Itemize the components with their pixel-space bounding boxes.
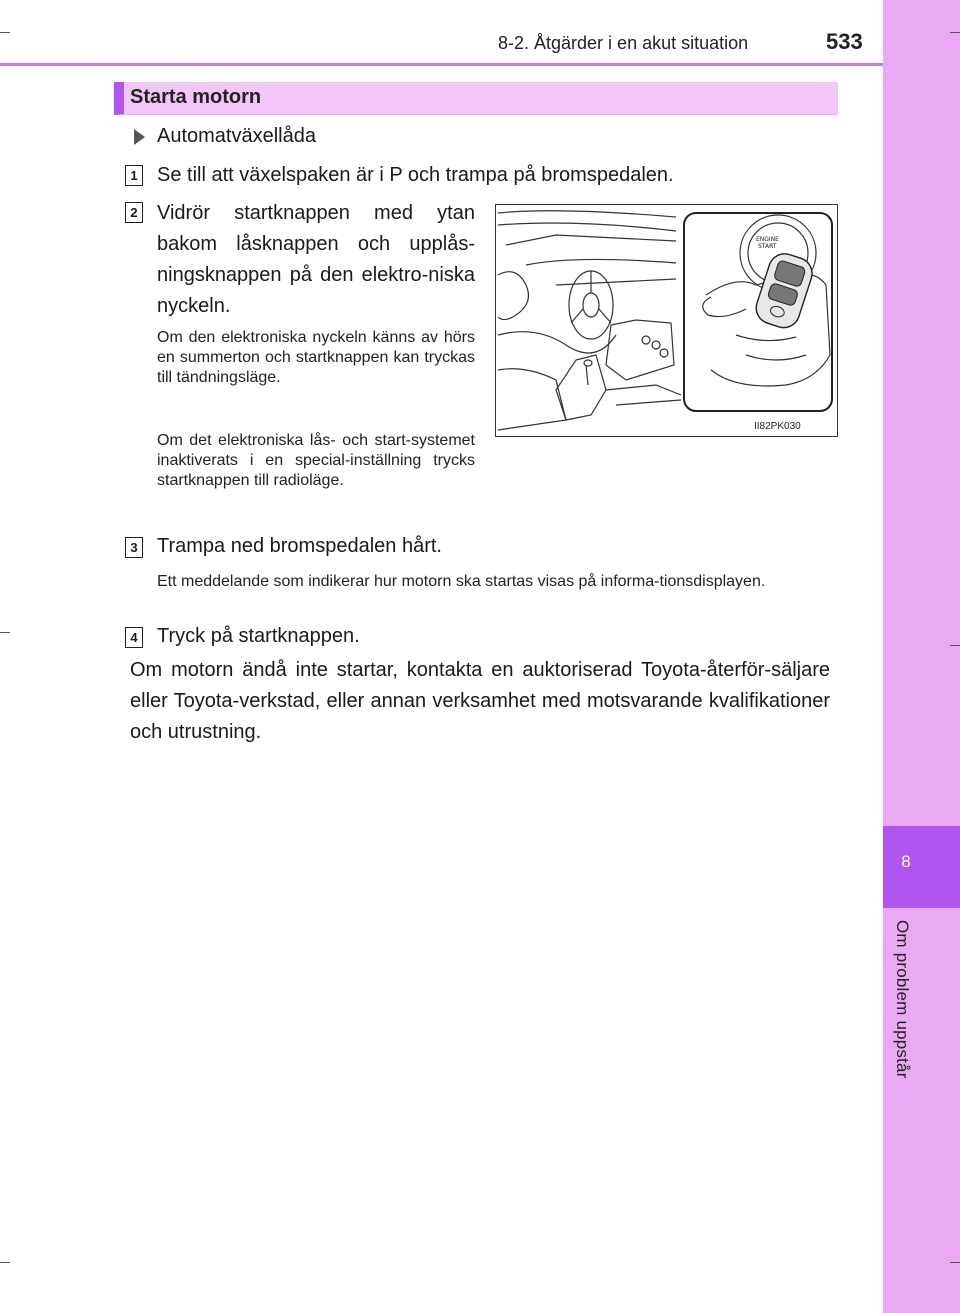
- subheading: Automatväxellåda: [157, 125, 316, 147]
- closing-paragraph: Om motorn ändå inte startar, kontakta en auktoriserad Toyota-återför-säljare eller Toyota-verkstad, eller annan verksamhet med motsvarande kvalifikationer och utrustning.: [130, 659, 830, 743]
- step-2-text: Vidrör startknappen med ytan bakom låsknappen och upplås-ningsknappen på den elektro-niska nyckeln.: [157, 202, 475, 317]
- chapter-title: Om problem uppstår: [893, 920, 912, 1079]
- step-number-3: 3: [125, 537, 143, 558]
- crop-mark: [950, 1262, 960, 1263]
- step-1-text: Se till att växelspaken är i P och trampa på bromspedalen.: [157, 164, 674, 186]
- step-2-note-1: Om den elektroniska nyckeln känns av hörs en summerton och startknappen kan tryckas till tändningsläge.: [157, 329, 475, 386]
- crop-mark: [950, 645, 960, 646]
- figure-code: II82PK030: [754, 421, 801, 432]
- chapter-number: 8: [901, 852, 911, 871]
- step-number-1: 1: [125, 165, 143, 186]
- engine-button-label-1: ENGINE: [756, 236, 779, 243]
- car-interior-illustration: [496, 205, 837, 436]
- crop-mark: [0, 1262, 10, 1263]
- header-rule: [0, 63, 883, 66]
- step-3-note: Ett meddelande som indikerar hur motorn ska startas visas på informa-tionsdisplayen.: [157, 573, 766, 590]
- step-number-4: 4: [125, 627, 143, 648]
- step-3-text: Trampa ned bromspedalen hårt.: [157, 535, 442, 557]
- engine-button-label-2: START: [758, 243, 777, 250]
- crop-mark: [0, 32, 10, 33]
- running-header: 8-2. Åtgärder i en akut situation: [498, 33, 749, 53]
- crop-mark: [950, 32, 960, 33]
- step-number-2: 2: [125, 202, 143, 223]
- page-number: 533: [826, 29, 863, 54]
- triangle-bullet-icon: [134, 129, 145, 145]
- section-title: Starta motorn: [130, 86, 262, 108]
- step-4-text: Tryck på startknappen.: [157, 625, 360, 647]
- step-2-note-2: Om det elektroniska lås- och start-systemet inaktiverats i en special-inställning trycks startknappen till radioläge.: [157, 432, 475, 489]
- illustration-engine-start: [495, 204, 838, 437]
- crop-mark: [0, 632, 10, 633]
